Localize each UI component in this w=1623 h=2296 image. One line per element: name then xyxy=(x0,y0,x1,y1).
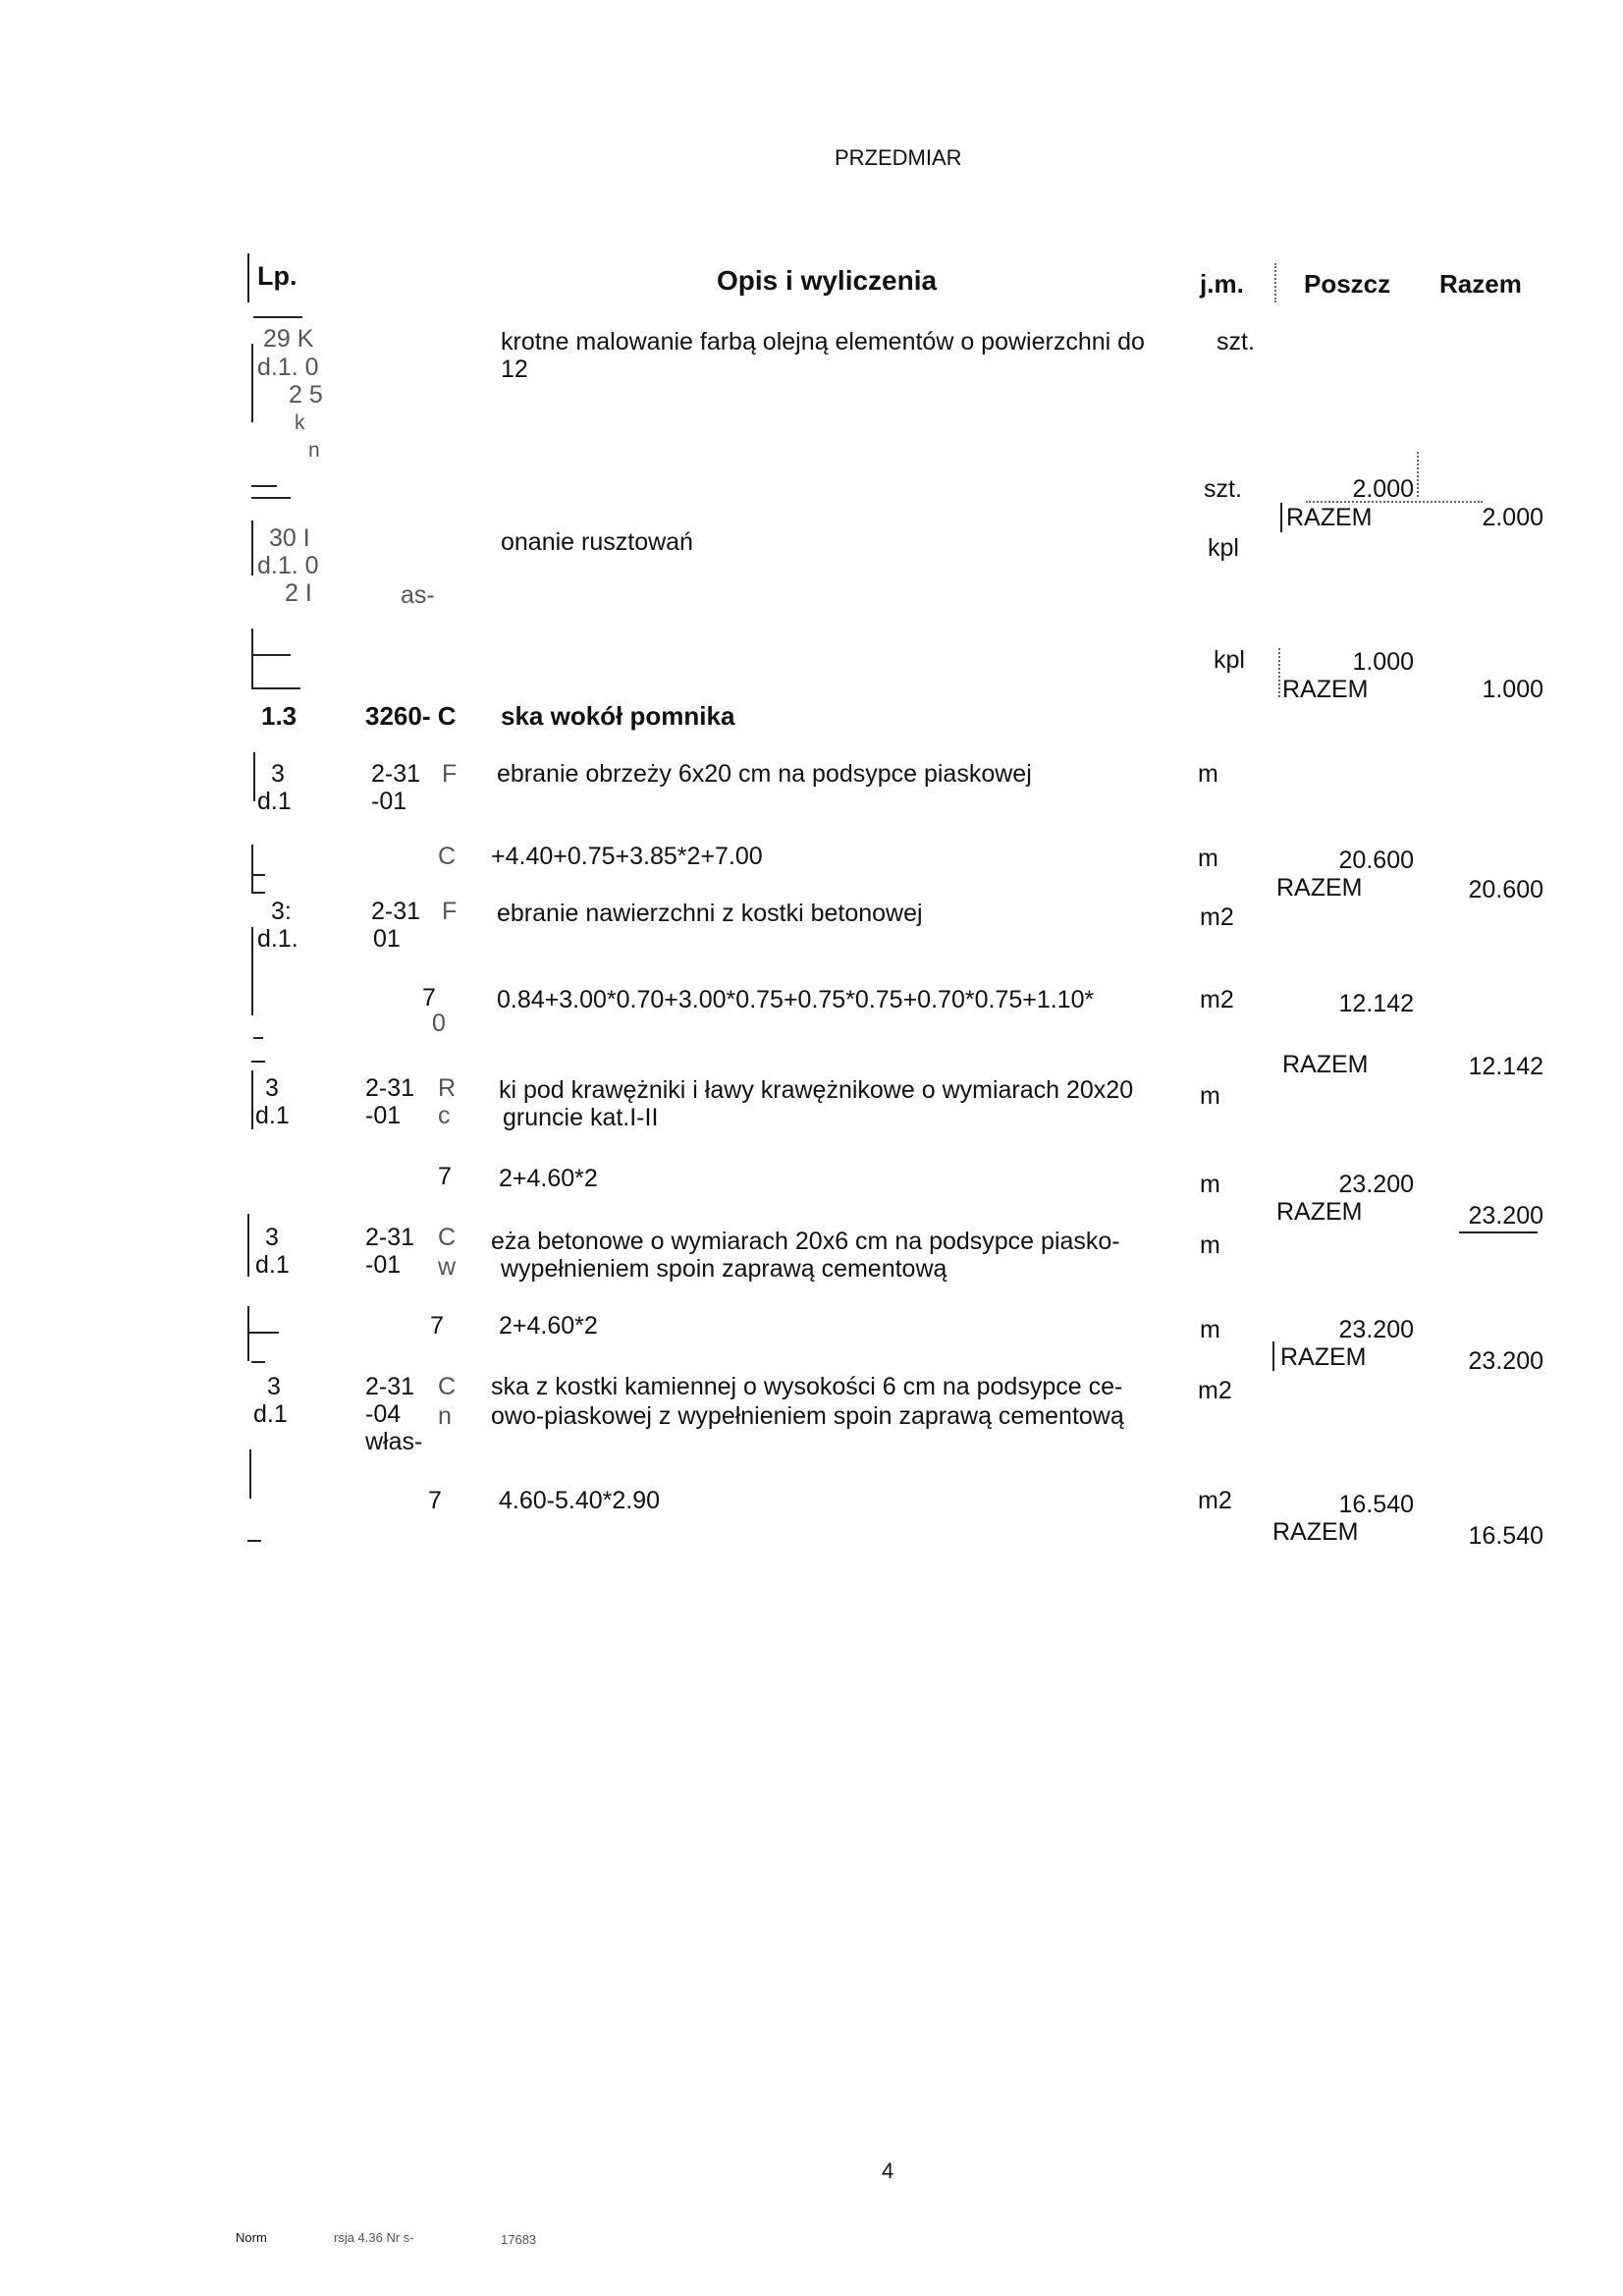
s4-letter2: w xyxy=(438,1253,457,1281)
item29-desc2: 12 xyxy=(501,355,528,383)
item30-calc-unit: kpl xyxy=(1214,646,1245,674)
s5-razem: 16.540 xyxy=(1468,1522,1543,1550)
s4-lp2: d.1 xyxy=(255,1251,290,1279)
s2-poszcz: 12.142 xyxy=(1338,990,1414,1017)
page-number: 4 xyxy=(882,2159,894,2183)
s1-lp2: d.1 xyxy=(257,788,292,815)
s3-calc-unit: m xyxy=(1200,1171,1220,1198)
s2-calc-unit: m2 xyxy=(1200,986,1234,1013)
s5-code1: 2-31 xyxy=(365,1373,415,1400)
s2-top-rule xyxy=(251,892,265,894)
item30-unit: kpl xyxy=(1208,534,1239,562)
s3-code1: 2-31 xyxy=(365,1074,415,1102)
s4-razem-label: RAZEM xyxy=(1280,1343,1367,1371)
header-poszcz: Poszcz xyxy=(1304,269,1391,299)
header-lp: Lp. xyxy=(257,261,298,291)
s5-desc1: ska z kostki kamiennej o wysokości 6 cm na podsypce ce- xyxy=(491,1373,1123,1400)
s1-unit: m xyxy=(1198,760,1218,788)
s5-left-rule xyxy=(249,1449,251,1499)
s2-left-rule xyxy=(251,927,253,1015)
s5-razem-label: RAZEM xyxy=(1272,1518,1359,1546)
item29-razem-label: RAZEM xyxy=(1286,504,1373,531)
s5-calc-letter: 7 xyxy=(428,1487,442,1514)
s4-calc: 2+4.60*2 xyxy=(499,1312,598,1339)
s4-code2: -01 xyxy=(365,1251,402,1279)
item29-calc-unit: szt. xyxy=(1204,475,1242,503)
s1-razem-label: RAZEM xyxy=(1276,874,1363,902)
s5-desc2: owo-piaskowej z wypełnieniem spoin zaprawą cementową xyxy=(491,1402,1124,1430)
section-top-rule xyxy=(251,687,300,689)
header-razem: Razem xyxy=(1439,269,1522,299)
header-jm: j.m. xyxy=(1200,269,1244,299)
s1-calc-letter: C xyxy=(438,843,457,870)
s3-desc2: gruncie kat.I-II xyxy=(503,1104,659,1131)
item30-poszcz: 1.000 xyxy=(1352,648,1414,676)
s5-calc-unit: m2 xyxy=(1198,1487,1232,1514)
s3-code2: -01 xyxy=(365,1102,402,1129)
row30-top-rule xyxy=(251,497,291,499)
s1-left-rule xyxy=(253,752,255,801)
s2-lp2: d.1. xyxy=(257,925,298,953)
s1-code1: 2-31 xyxy=(371,760,421,788)
section-number: 1.3 xyxy=(261,701,298,731)
s2-code1: 2-31 xyxy=(371,898,421,925)
s3-letter2: c xyxy=(438,1102,451,1129)
item30-razem: 1.000 xyxy=(1482,676,1543,703)
row29-top-rule xyxy=(253,316,302,318)
footer-middle: rsja 4.36 Nr s- xyxy=(334,2230,414,2245)
s2-mark xyxy=(253,1037,263,1039)
item30-lp3: 2 I xyxy=(285,579,312,607)
s2-letter: F xyxy=(442,898,458,925)
section-title: ska wokół pomnika xyxy=(501,701,735,731)
s4-poszcz: 23.200 xyxy=(1338,1316,1414,1343)
s4-calc-letter: 7 xyxy=(430,1312,444,1339)
s5-calc: 4.60-5.40*2.90 xyxy=(499,1487,661,1514)
s1-poszcz: 20.600 xyxy=(1338,847,1414,874)
s4-letter: C xyxy=(438,1224,457,1251)
s3-unit: m xyxy=(1200,1082,1220,1110)
item29-lp3: 2 5 xyxy=(289,381,323,409)
s5-letter2: n xyxy=(438,1402,452,1430)
s4-left-rule2 xyxy=(247,1306,249,1361)
s1-left-rule2 xyxy=(251,845,253,894)
s4-razem: 23.200 xyxy=(1468,1347,1543,1375)
s2-calc-letter2: 0 xyxy=(432,1010,446,1037)
s3-calc: 2+4.60*2 xyxy=(499,1165,598,1192)
s3-razem: 23.200 xyxy=(1468,1202,1543,1230)
s4-unit: m xyxy=(1200,1231,1220,1259)
s4-razem-rule xyxy=(1272,1341,1274,1371)
s4-mark xyxy=(249,1332,279,1334)
item30-lp: 30 I xyxy=(269,524,310,552)
s2-unit: m2 xyxy=(1200,903,1234,931)
page-title: PRZEDMIAR xyxy=(835,145,962,170)
s2-razem-label: RAZEM xyxy=(1282,1051,1369,1078)
s2-code2: 01 xyxy=(373,925,401,953)
s4-left-rule xyxy=(247,1214,249,1277)
s5-top-rule xyxy=(251,1361,265,1363)
item30-extra: as- xyxy=(401,581,435,609)
s2-calc-letter: 7 xyxy=(422,984,436,1011)
s1-mark xyxy=(251,874,265,876)
row30-left-rule xyxy=(251,520,253,575)
item30-divider xyxy=(1278,648,1280,697)
item29-poszcz: 2.000 xyxy=(1352,475,1414,503)
item29-frag-k: k xyxy=(295,411,305,434)
s3-lp: 3 xyxy=(265,1074,279,1102)
header-divider xyxy=(1274,263,1276,302)
item29-mark xyxy=(251,485,277,487)
item30-razem-label: RAZEM xyxy=(1282,676,1369,703)
s3-left-rule xyxy=(251,1070,253,1129)
row29-left-rule xyxy=(251,344,253,422)
item29-razem: 2.000 xyxy=(1482,504,1543,531)
s1-lp: 3 xyxy=(271,760,285,788)
s3-poszcz: 23.200 xyxy=(1338,1171,1414,1198)
item30-left-rule2 xyxy=(251,629,253,687)
item30-lp2: d.1. 0 xyxy=(257,552,319,579)
item29-lp: 29 K xyxy=(263,325,314,353)
footer-right: 17683 xyxy=(501,2232,537,2247)
s5-lp: 3 xyxy=(267,1373,281,1400)
s3-letter: R xyxy=(438,1074,457,1102)
s2-razem: 12.142 xyxy=(1468,1053,1543,1080)
s5-unit: m2 xyxy=(1198,1377,1232,1404)
s4-desc1: eża betonowe o wymiarach 20x6 cm na podsypce piasko- xyxy=(491,1228,1120,1255)
s4-code1: 2-31 xyxy=(365,1224,415,1251)
item29-dash xyxy=(1306,501,1483,503)
item30-desc1: onanie rusztowań xyxy=(501,528,693,556)
s1-razem: 20.600 xyxy=(1468,876,1543,903)
s1-letter: F xyxy=(442,760,458,788)
header-left-border xyxy=(247,253,249,302)
s5-code3: włas- xyxy=(365,1428,423,1455)
s5-poszcz: 16.540 xyxy=(1338,1491,1414,1518)
item30-mark xyxy=(251,654,291,656)
s5-lp2: d.1 xyxy=(253,1400,288,1428)
s3-calc-letter: 7 xyxy=(438,1163,452,1190)
s5-letter: C xyxy=(438,1373,457,1400)
item29-desc1: krotne malowanie farbą olejną elementów o powierzchni do xyxy=(501,328,1145,355)
item29-divider xyxy=(1417,452,1419,497)
s5-mark xyxy=(247,1540,261,1542)
header-opis: Opis i wyliczenia xyxy=(717,265,938,296)
s2-desc1: ebranie nawierzchni z kostki betonowej xyxy=(497,900,923,927)
s3-razem-underline xyxy=(1459,1231,1538,1233)
s4-lp: 3 xyxy=(265,1224,279,1251)
s1-desc1: ebranie obrzeży 6x20 cm na podsypce piaskowej xyxy=(497,760,1032,788)
s4-desc2: wypełnieniem spoin zaprawą cementową xyxy=(501,1255,947,1283)
s4-calc-unit: m xyxy=(1200,1316,1220,1343)
item29-lp2: d.1. 0 xyxy=(257,354,319,381)
item29-razem-rule xyxy=(1280,503,1282,532)
s1-calc-unit: m xyxy=(1198,845,1218,872)
s3-lp2: d.1 xyxy=(255,1102,290,1129)
s3-top-rule xyxy=(251,1061,265,1063)
s2-lp: 3: xyxy=(271,898,292,925)
s5-code2: -04 xyxy=(365,1400,402,1428)
s1-calc: +4.40+0.75+3.85*2+7.00 xyxy=(491,843,763,870)
s2-calc: 0.84+3.00*0.70+3.00*0.75+0.75*0.75+0.70*0.75+1.10* xyxy=(497,986,1095,1013)
s3-desc1: ki pod krawężniki i ławy krawężnikowe o wymiarach 20x20 xyxy=(499,1076,1134,1104)
item29-frag-n: n xyxy=(308,439,320,462)
section-code: 3260- C xyxy=(365,701,457,731)
s1-code2: -01 xyxy=(371,788,407,815)
s3-razem-label: RAZEM xyxy=(1276,1198,1363,1226)
footer-left: Norm xyxy=(236,2230,267,2245)
item29-unit: szt. xyxy=(1217,328,1255,355)
